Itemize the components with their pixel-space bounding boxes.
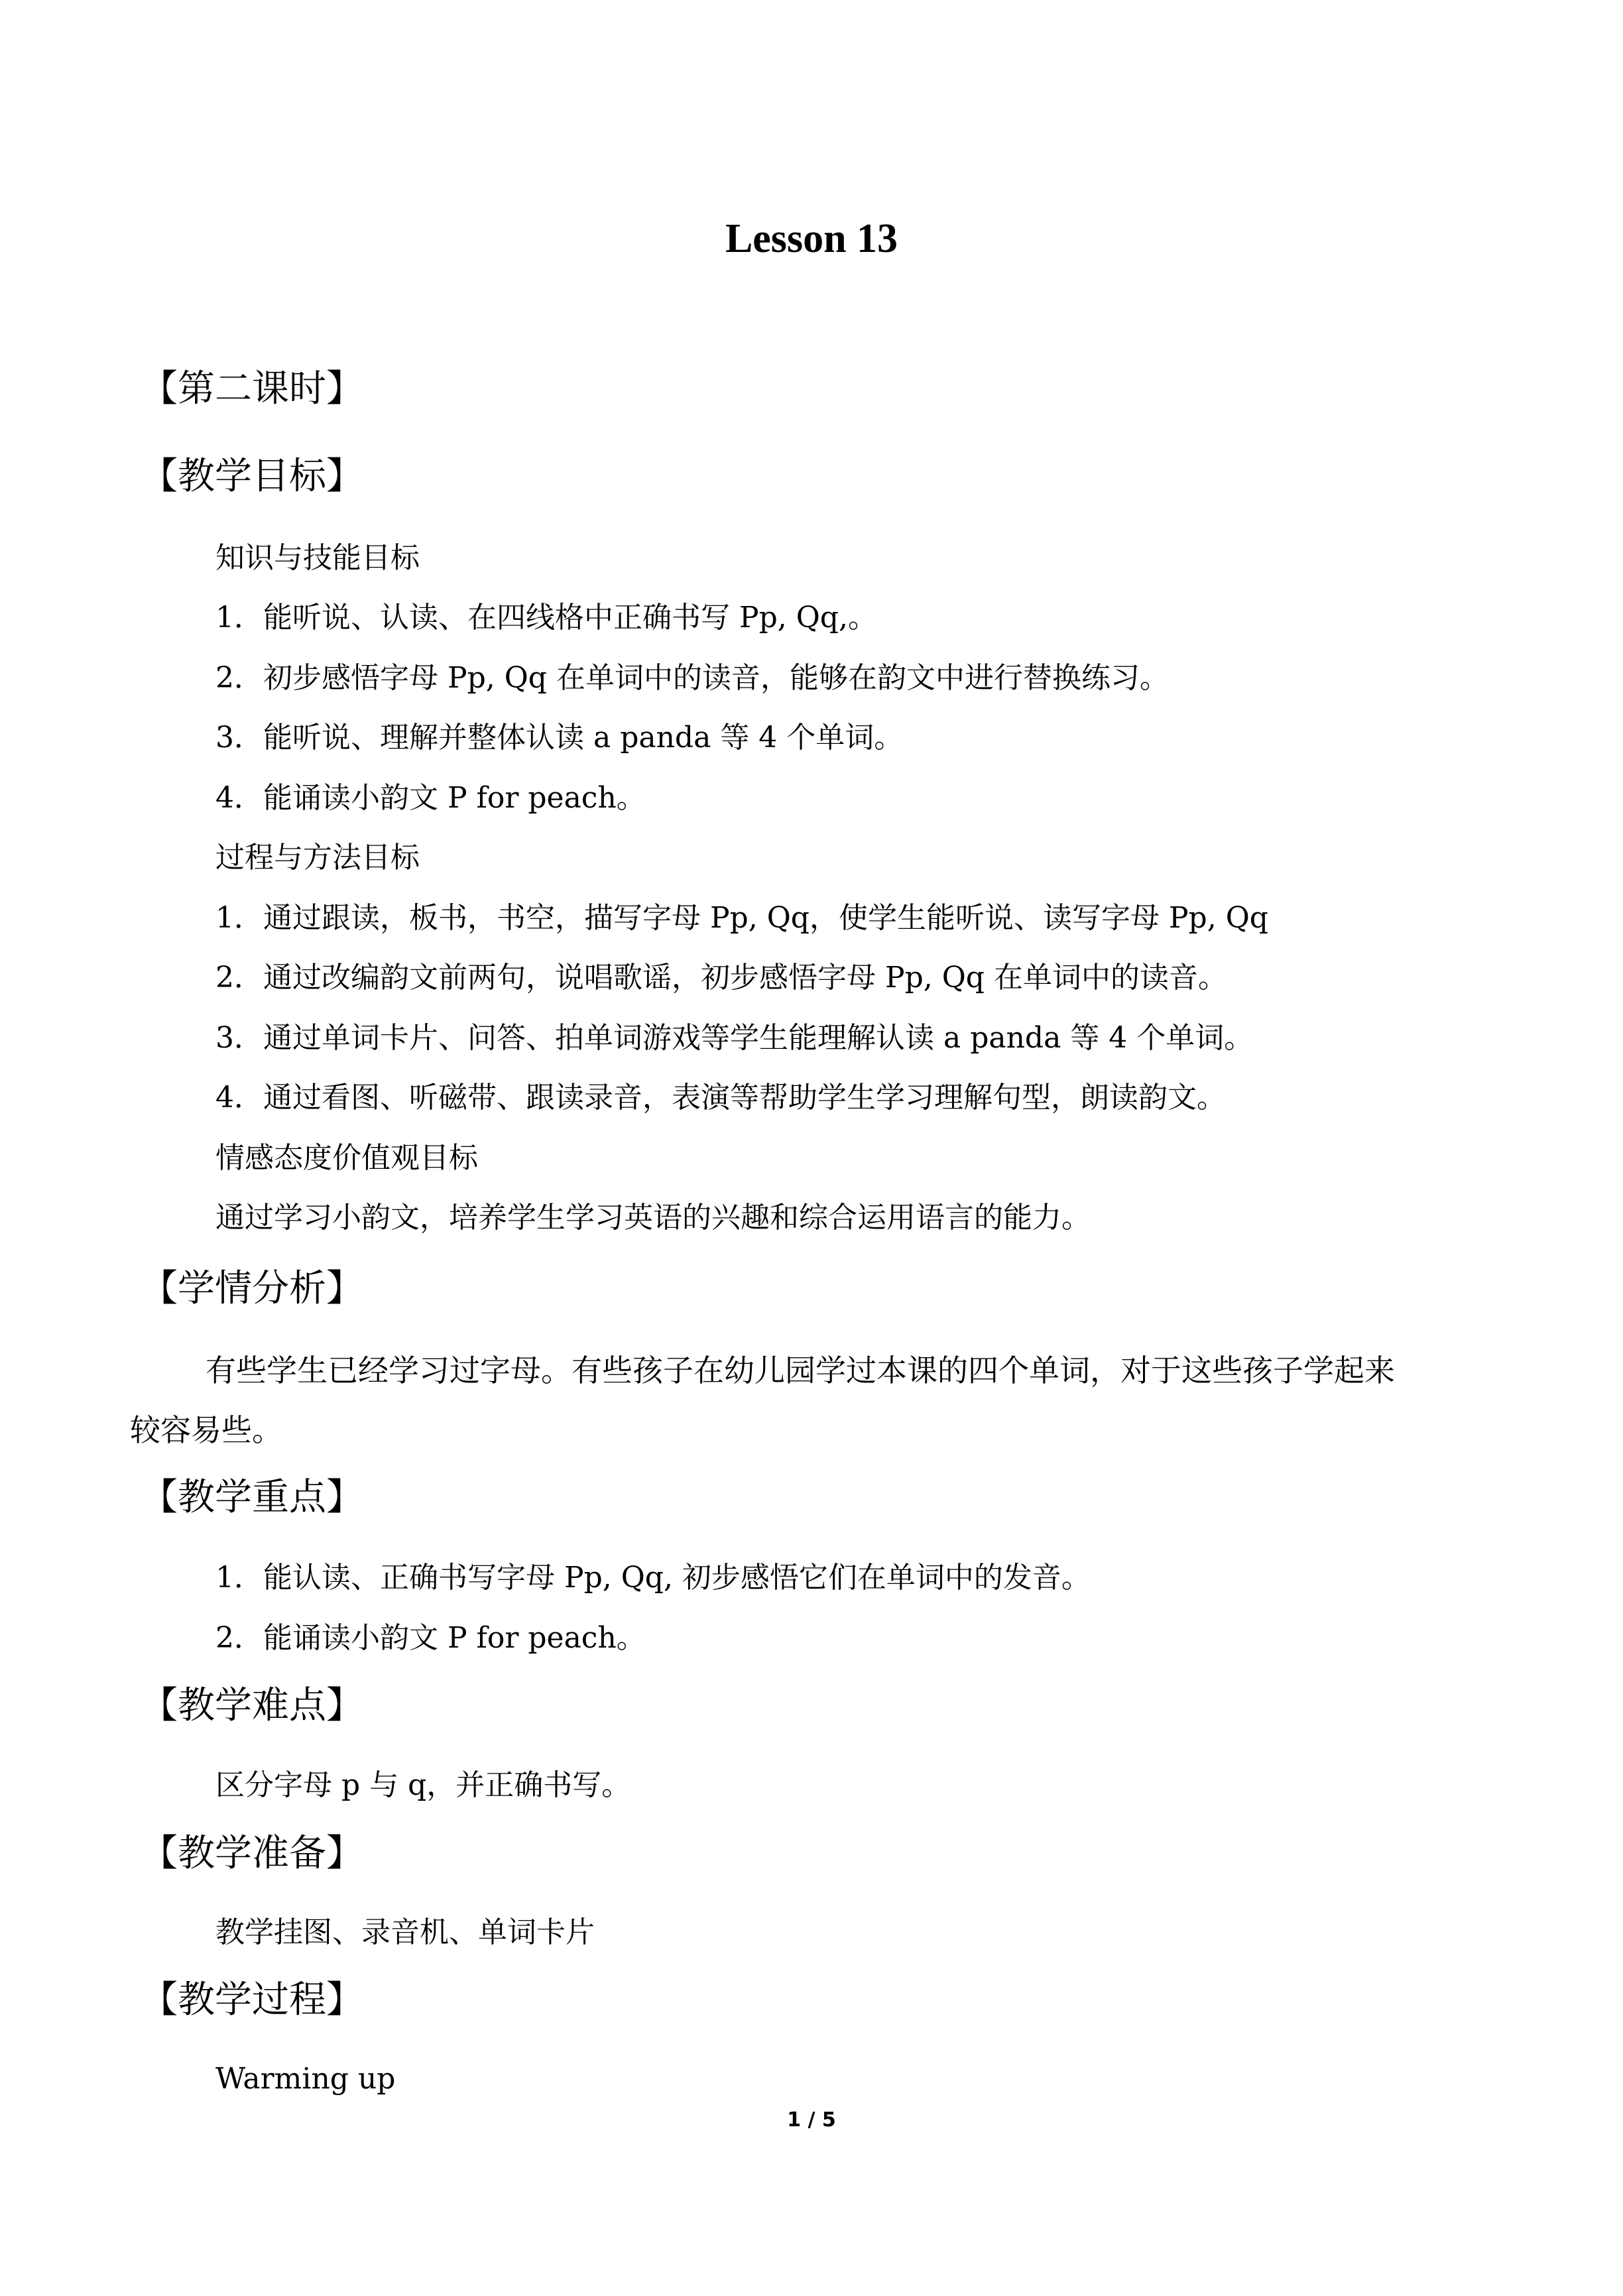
document-title: Lesson 13	[725, 216, 898, 261]
knowledge-item-1: 1．能听说、认读、在四线格中正确书写 Pp, Qq,。	[215, 601, 877, 634]
process-heading: 【教学过程】	[141, 1978, 363, 2022]
knowledge-item-3: 3．能听说、理解并整体认读 a panda 等 4 个单词。	[215, 721, 904, 755]
objectives-heading: 【教学目标】	[141, 455, 363, 498]
process-item-2: 2．通过改编韵文前两句，说唱歌谣，初步感悟字母 Pp, Qq 在单词中的读音。	[215, 961, 1227, 995]
analysis-line-1: 有些学生已经学习过字母。有些孩子在幼儿园学过本课的四个单词，对于这些孩子学起来	[206, 1353, 1395, 1388]
period-heading: 【第二课时】	[141, 367, 363, 410]
preparation-text: 教学挂图、录音机、单词卡片	[215, 1915, 595, 1949]
key-point-1: 1．能认读、正确书写字母 Pp, Qq, 初步感悟它们在单词中的发音。	[215, 1561, 1091, 1595]
preparation-heading: 【教学准备】	[141, 1832, 363, 1875]
difficulties-text: 区分字母 p 与 q，并正确书写。	[215, 1768, 631, 1802]
process-text: Warming up	[215, 2062, 396, 2096]
emotion-label: 情感态度价值观目标	[215, 1141, 478, 1175]
knowledge-item-4: 4．能诵读小韵文 P for peach。	[215, 781, 646, 815]
process-item-1: 1．通过跟读，板书，书空，描写字母 Pp, Qq，使学生能听说、读写字母 Pp, Qq	[215, 901, 1268, 935]
knowledge-label: 知识与技能目标	[215, 541, 420, 575]
difficulties-heading: 【教学难点】	[141, 1684, 363, 1727]
process-item-4: 4．通过看图、听磁带、跟读录音，表演等帮助学生学习理解句型，朗读韵文。	[215, 1081, 1226, 1115]
knowledge-item-2: 2．初步感悟字母 Pp, Qq 在单词中的读音，能够在韵文中进行替换练习。	[215, 661, 1169, 695]
key-points-heading: 【教学重点】	[141, 1476, 363, 1519]
process-item-3: 3．通过单词卡片、问答、拍单词游戏等学生能理解认读 a panda 等 4 个单词。	[215, 1021, 1254, 1055]
process-label: 过程与方法目标	[215, 841, 420, 875]
analysis-line-2: 较容易些。	[130, 1412, 282, 1448]
page-number: 1 / 5	[787, 2108, 836, 2132]
analysis-heading: 【学情分析】	[141, 1267, 363, 1310]
key-point-2: 2．能诵读小韵文 P for peach。	[215, 1621, 646, 1655]
emotion-text: 通过学习小韵文，培养学生学习英语的兴趣和综合运用语言的能力。	[215, 1201, 1091, 1235]
